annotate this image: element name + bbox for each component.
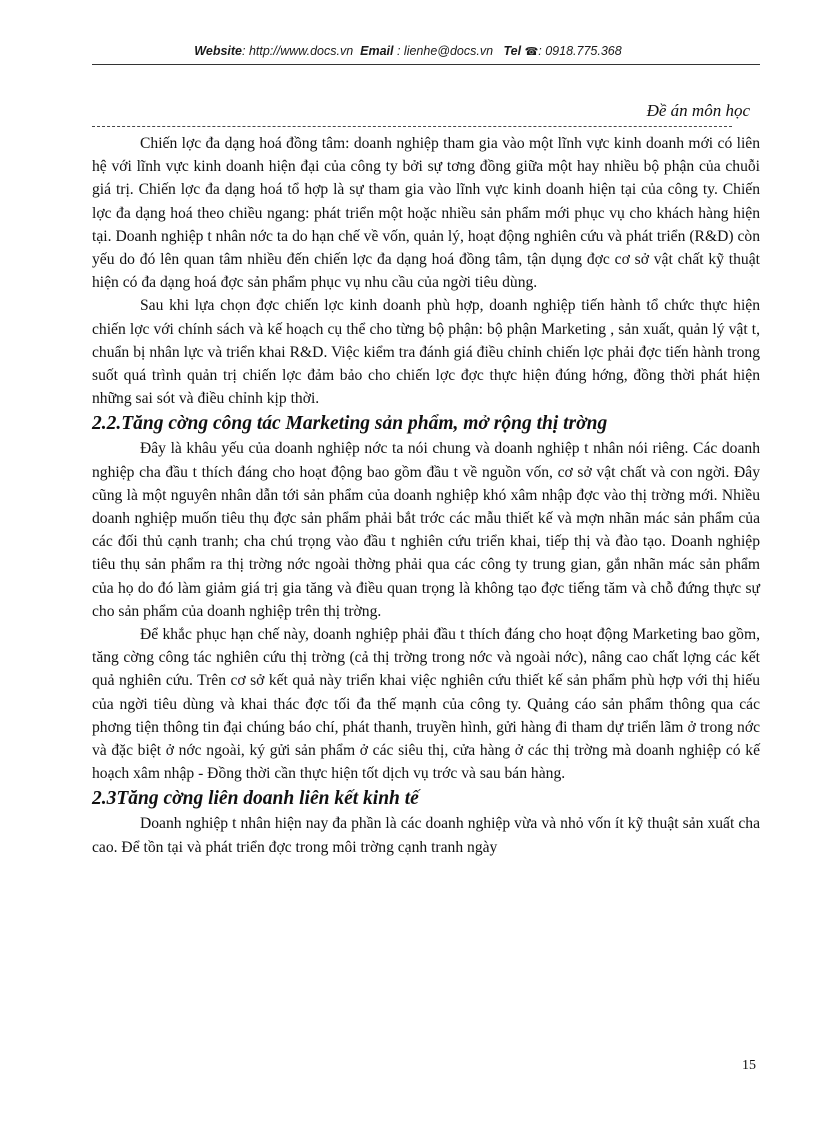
- email-value[interactable]: : lienhe@docs.vn: [396, 44, 494, 58]
- paragraph-joint-venture: Doanh nghiệp t nhân hiện nay đa phần là các doanh nghiệp vừa và nhỏ vốn ít kỹ thuật sản xuất cha cao. Để tồn tại và phát triển đợc trong môi trờng cạnh tranh ngày: [92, 815, 760, 856]
- email-label: Email: [360, 44, 394, 58]
- website-value[interactable]: : http://www.docs.vn: [242, 44, 354, 58]
- dashed-divider: [92, 126, 732, 127]
- section-heading-marketing: 2.2.Tăng cờng công tác Marketing sản phẩm, mở rộng thị trờng: [92, 413, 608, 435]
- page-number: 15: [742, 1058, 756, 1073]
- paragraph-implementation: Sau khi lựa chọn đợc chiến lợc kinh doanh phù hợp, doanh nghiệp tiến hành tổ chức thực hiện chiến lợc với chính sách và kế hoạch cụ thể cho từng bộ phận: bộ phận Marketing , sản xuất, quản lý vật t, chuẩn bị nhân lực và triển khai R&D. Việc kiểm tra đánh giá điều chỉnh chiến lợc phải đợc tiến hành trong suốt quá trình quản trị chiến lợc đảm bảo cho chiến lợc đợc thực hiện đúng hớng, đồng thời phát hiện những sai sót và điều chỉnh kịp thời.: [92, 297, 760, 408]
- section-heading-joint-venture: 2.3Tăng cờng liên doanh liên kết kinh tế: [92, 788, 419, 810]
- paragraph-marketing-solution: Để khắc phục hạn chế này, doanh nghiệp phải đầu t thích đáng cho hoạt động Marketing bao gồm, tăng cờng công tác nghiên cứu thị trờng (cả thị trờng trong nớc và ngoài nớc), nâng cao chất lợng các kết quả nghiên cứu. Trên cơ sở kết quả này triển khai việc nghiên cứu thiết kế sản phẩm phù hợp với thị hiếu của ngời tiêu dùng và khai thác đợc tối đa thế mạnh của công ty. Quảng cáo sản phẩm thông qua các phơng tiện thông tin đại chúng báo chí, phát thanh, truyền hình, gửi hàng đi tham dự triển lãm ở trong nớc và đặc biệt ở nớc ngoài, ký gửi sản phẩm ở các siêu thị, cửa hàng ở các thị trờng mà doanh nghiệp có kế hoạch xâm nhập - Đồng thời cần thực hiện tốt dịch vụ trớc và sau bán hàng.: [92, 626, 760, 783]
- tel-value: : 0918.775.368: [538, 44, 622, 58]
- header-divider: [92, 64, 760, 65]
- document-label: Đề án môn học: [646, 101, 750, 120]
- paragraph-diversification: Chiến lợc đa dạng hoá đồng tâm: doanh nghiệp tham gia vào một lĩnh vực kinh doanh mới có liên hệ với lĩnh vực kinh doanh hiện đại của công ty bởi sự tơng đồng giữa một hay nhiều bộ phận của chuỗi giá trị. Chiến lợc đa dạng hoá tổ hợp là sự tham gia vào lĩnh vực kinh doanh hiện tại của công ty. Chiến lợc đa dạng hoá theo chiều ngang: phát triển một hoặc nhiều sản phẩm mới phục vụ cho khách hàng hiện tại. Doanh nghiệp t nhân nớc ta do hạn chế về vốn, quản lý, hoạt động nghiên cứu và phát triển (R&D) còn yếu do đó lên quan tâm nhiều đến chiến lợc đa dạng hoá đồng tâm, tận dụng đợc cơ sở vật chất kỹ thuật hiện có đa dạng hoá đợc sản phẩm phục vụ nhu cầu của ngời tiêu dùng.: [92, 135, 760, 292]
- site-header: [0, 44, 816, 58]
- tel-label: Tel: [503, 44, 522, 58]
- phone-icon: ☎: [524, 46, 539, 58]
- paragraph-marketing-weakness: Đây là khâu yếu của doanh nghiệp nớc ta nói chung và doanh nghiệp t nhân nói riêng. Các doanh nghiệp cha đầu t thích đáng cho hoạt động bao gồm đầu t về nguồn vốn, cơ sở vật chất và con ngời. Đây cũng là một nguyên nhân dẫn tới sản phẩm của doanh nghiệp khó xâm nhập đợc vào thị trờng mới. Nhiều doanh nghiệp muốn tiêu thụ đợc sản phẩm phải bắt trớc các mẫu thiết kế và mợn nhãn mác sản phẩm của các đối thủ cạnh tranh; cha chú trọng vào đầu t nghiên cứu triển khai, tiếp thị và đào tạo. Doanh nghiệp tiêu thụ sản phẩm ra thị trờng nớc ngoài thờng phải qua các công ty trung gian, gắn nhãn mác sản phẩm của họ do đó làm giảm giá trị gia tăng và điều quan trọng là không tạo đợc tiếng tăm và chỗ đứng thực sự cho sản phẩm của doanh nghiệp trên thị trờng.: [92, 440, 760, 620]
- document-body: [92, 132, 760, 859]
- website-label: Website: [194, 44, 242, 58]
